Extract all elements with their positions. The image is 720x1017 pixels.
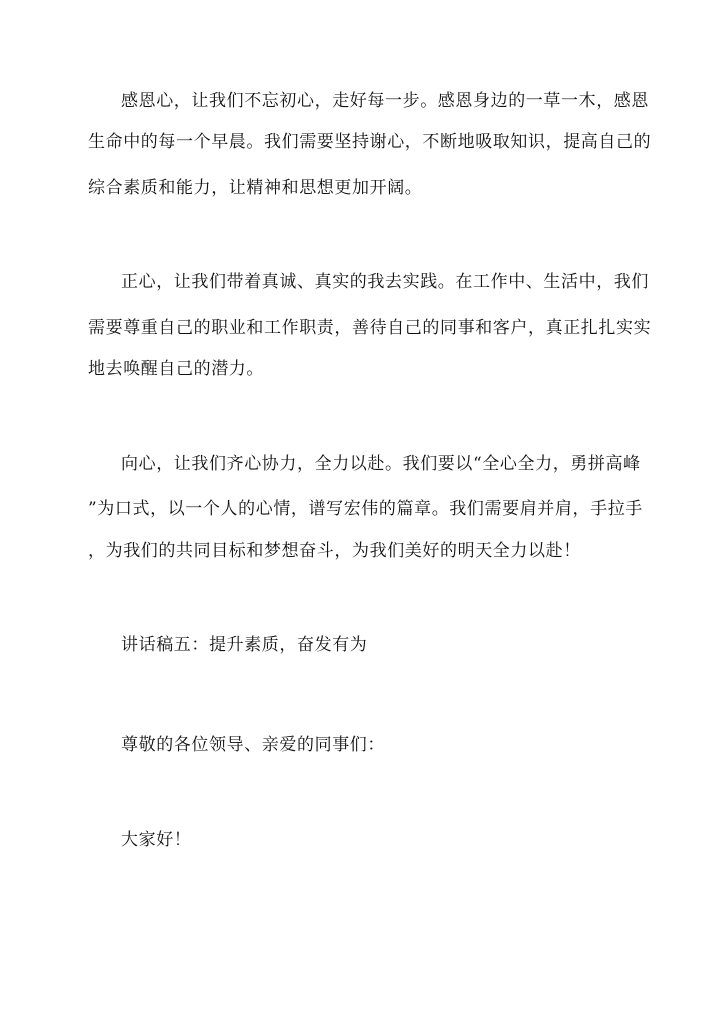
- text-line: 感恩心，让我们不忘初心，走好每一步。感恩身边的一草一木，感恩: [121, 91, 649, 111]
- text-line: 综合素质和能力，让精神和思想更加开阔。: [88, 178, 423, 198]
- text-line: 生命中的每一个早晨。我们需要坚持谢心，不断地吸取知识，提高自己的: [88, 132, 652, 152]
- text-line: 需要尊重自己的职业和工作职责，善待自己的同事和客户，真正扎扎实实: [88, 318, 652, 338]
- text-line: 地去唤醒自己的潜力。: [88, 359, 264, 379]
- text-line: ”为口式，以一个人的心情，谱写宏伟的篇章。我们需要肩并肩，手拉手: [88, 499, 643, 519]
- text-line: ，为我们的共同目标和梦想奋斗，为我们美好的明天全力以赴！: [88, 541, 581, 561]
- salutation: 尊敬的各位领导、亲爱的同事们：: [121, 735, 385, 755]
- greeting: 大家好！: [121, 830, 192, 850]
- speech-title: 讲话稿五：提升素质，奋发有为: [121, 635, 368, 655]
- text-line: 正心，让我们带着真诚、真实的我去实践。在工作中、生活中，我们: [121, 272, 649, 292]
- text-line: 向心，让我们齐心协力，全力以赴。我们要以“全心全力，勇拼高峰: [121, 454, 641, 474]
